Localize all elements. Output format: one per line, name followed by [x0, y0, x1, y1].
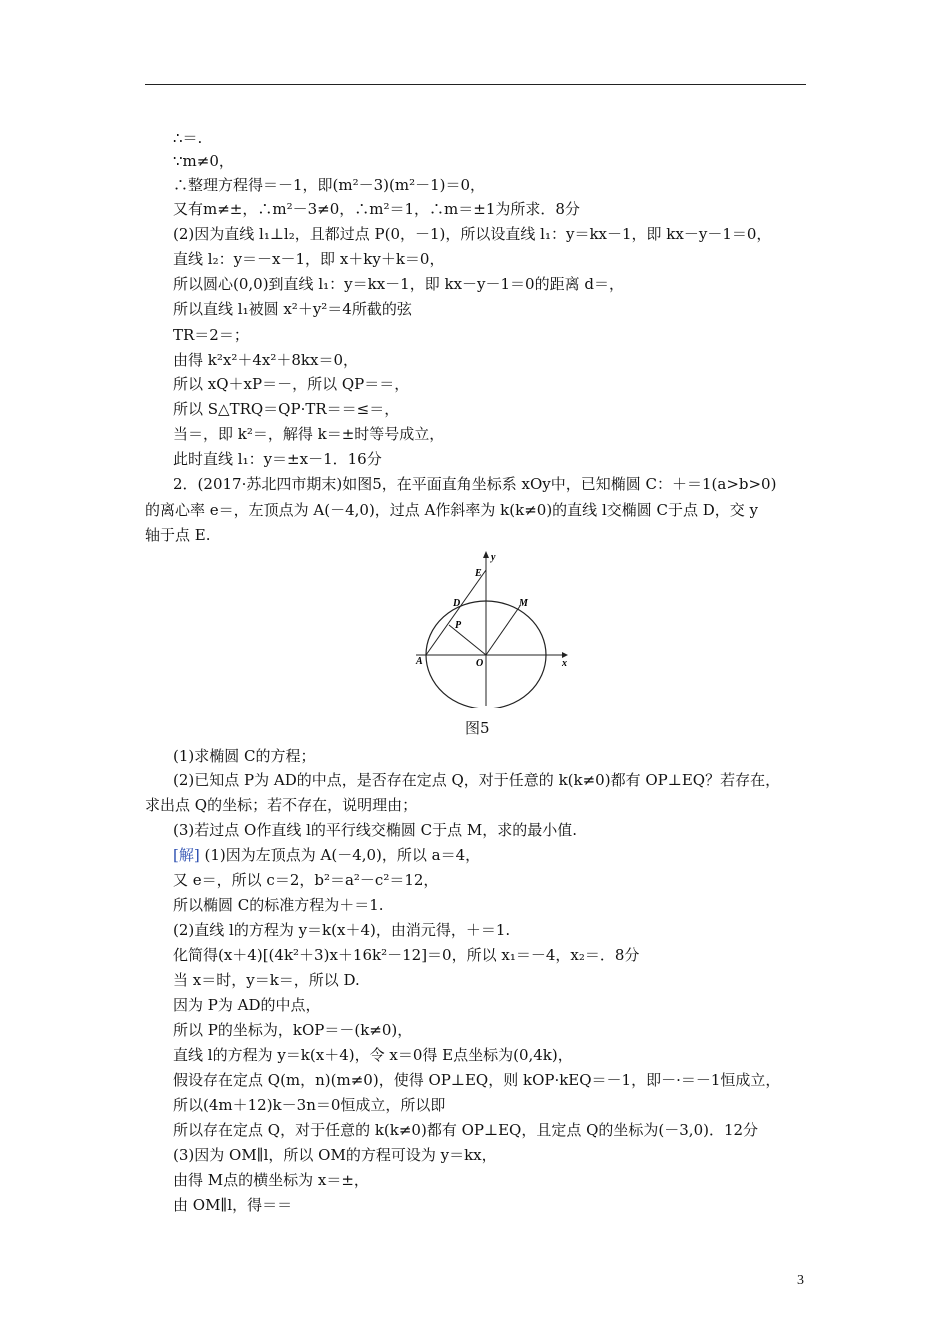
text-line: 又 e＝，所以 c＝2，b²＝a²－c²＝12， — [173, 871, 439, 889]
label-d: D — [453, 598, 461, 609]
ellipse-figure — [412, 548, 582, 708]
text-line: 求出点 Q的坐标；若不存在，说明理由； — [145, 796, 418, 814]
text-line: 所以 xQ＋xP＝－，所以 QP＝＝， — [173, 375, 410, 393]
page-number: 3 — [797, 1273, 804, 1288]
text-line: 所以 S△TRQ＝QP·TR＝＝≤＝， — [173, 400, 400, 418]
text-line: 的离心率 e＝，左顶点为 A(－4,0)，过点 A作斜率为 k(k≠0)的直线 l交椭圆 C于点 D，交 y — [145, 501, 759, 519]
label-p: P — [455, 620, 462, 631]
text-line: 又有m≠±，∴m²－3≠0，∴m²＝1，∴m＝±1为所求．8分 — [173, 200, 580, 218]
text-line: 由 OM∥l，得＝＝ — [173, 1196, 293, 1214]
text-line: 由得 k²x²＋4x²＋8kx＝0， — [173, 351, 358, 369]
text-line: 轴于点 E. — [145, 526, 211, 544]
text-line: 所以(4m＋12)k－3n＝0恒成立，所以即 — [173, 1096, 446, 1114]
segment-om — [486, 606, 520, 655]
solution-tag: [解] — [173, 846, 200, 864]
text-line: 当＝，即 k²＝，解得 k＝±时等号成立， — [173, 425, 445, 443]
text-line: 当 x＝时，y＝k＝，所以 D. — [173, 971, 360, 989]
text-line: 化简得(x＋4)[(4k²＋3)x＋16k²－12]＝0，所以 x₁＝－4，x₂＝．8分 — [173, 946, 640, 964]
text-line: ∵m≠0， — [173, 152, 234, 170]
text-line: (1)求椭圆 C的方程； — [173, 747, 316, 765]
text-line: 所以椭圆 C的标准方程为＋＝1. — [173, 896, 384, 914]
text-line: 直线 l₂：y＝－x－1，即 x＋ky＋k＝0， — [173, 250, 445, 268]
text-line: ∴整理方程得＝－1，即(m²－3)(m²－1)＝0， — [173, 176, 486, 194]
text-line: (3)若过点 O作直线 l的平行线交椭圆 C于点 M，求的最小值. — [173, 821, 578, 839]
text-line: 由得 M点的横坐标为 x＝±， — [173, 1171, 369, 1189]
text-line: 2．(2017·苏北四市期末)如图5，在平面直角坐标系 xOy中，已知椭圆 C：＋＝1(a>b>0) — [173, 475, 777, 493]
label-o: O — [476, 658, 484, 669]
text-line: 所以直线 l₁被圆 x²＋y²＝4所截的弦 — [173, 300, 412, 318]
text-line: (2)直线 l的方程为 y＝k(x＋4)，由消元得，＋＝1. — [173, 921, 511, 939]
text-line: (3)因为 OM∥l，所以 OM的方程可设为 y＝kx， — [173, 1146, 497, 1164]
text-line: 所以 P的坐标为，kOP＝－(k≠0)， — [173, 1021, 413, 1039]
label-e: E — [475, 568, 482, 579]
text-line: 因为 P为 AD的中点， — [173, 996, 321, 1014]
y-axis-arrow — [483, 551, 489, 558]
text-line: TR＝2＝； — [173, 326, 249, 344]
label-x: x — [562, 658, 567, 669]
header-rule — [145, 84, 806, 85]
label-m: M — [519, 598, 528, 609]
solution-first-line — [173, 845, 480, 865]
figure-caption: 图5 — [465, 719, 490, 737]
text-line: (2)因为直线 l₁⊥l₂，且都过点 P(0，－1)，所以设直线 l₁：y＝kx－1，即 kx－y－1＝0， — [173, 225, 772, 243]
text-line: (2)已知点 P为 AD的中点，是否存在定点 Q，对于任意的 k(k≠0)都有 OP⊥EQ？若存在， — [173, 771, 781, 789]
solution-first-text: (1)因为左顶点为 A(－4,0)，所以 a＝4， — [204, 846, 481, 864]
text-line: 直线 l的方程为 y＝k(x＋4)，令 x＝0得 E点坐标为(0,4k)， — [173, 1046, 573, 1064]
text-line: 此时直线 l₁：y＝±x－1．16分 — [173, 450, 382, 468]
text-line: ∴＝. — [173, 129, 203, 147]
label-y: y — [491, 552, 496, 563]
text-line: 所以圆心(0,0)到直线 l₁：y＝kx－1，即 kx－y－1＝0的距离 d＝， — [173, 275, 624, 293]
label-a: A — [416, 656, 423, 667]
text-line: 所以存在定点 Q，对于任意的 k(k≠0)都有 OP⊥EQ，且定点 Q的坐标为(－3,0)．12分 — [173, 1121, 759, 1139]
text-line: 假设存在定点 Q(m，n)(m≠0)，使得 OP⊥EQ，则 kOP·kEQ＝－1，即－·＝－1恒成立， — [173, 1071, 781, 1089]
line-l — [426, 570, 486, 655]
